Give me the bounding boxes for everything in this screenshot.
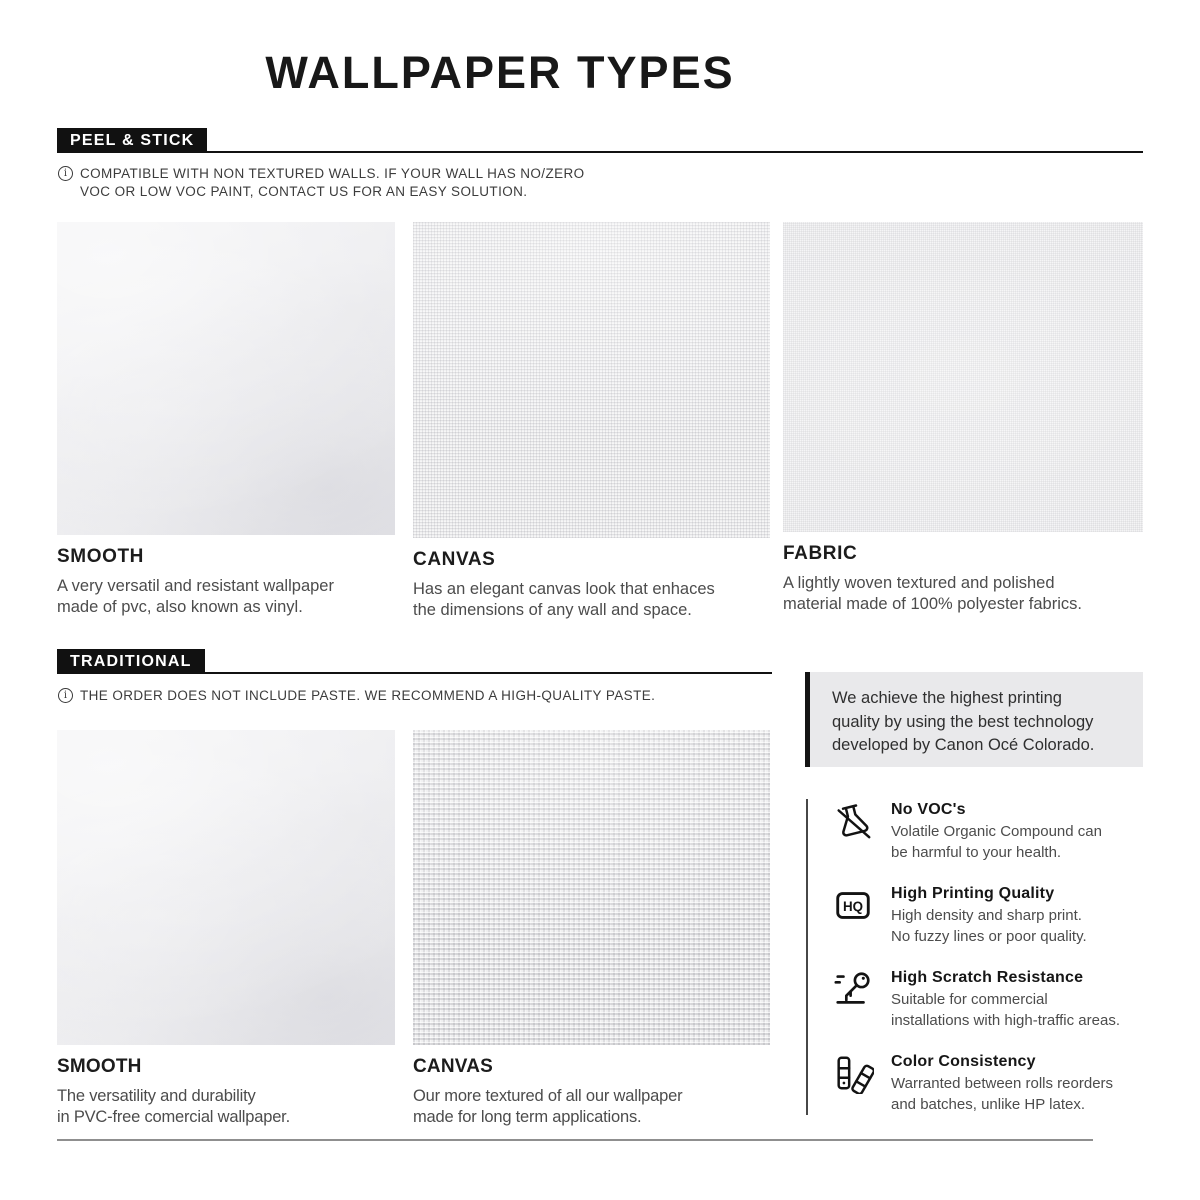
- traditional-label: TRADITIONAL: [57, 649, 205, 674]
- desc-line: High density and sharp print.: [891, 907, 1082, 924]
- desc-line: A lightly woven textured and polished: [783, 574, 1055, 592]
- feature-high-printing-quality: [832, 884, 1143, 947]
- swatch-description: [783, 573, 1143, 614]
- smooth-texture-image: [57, 222, 395, 535]
- swatch-description: [413, 1086, 770, 1127]
- quote-line: developed by Canon Océ Colorado.: [832, 736, 1095, 754]
- info-icon: i: [58, 688, 73, 703]
- swatch-description: [57, 1086, 395, 1127]
- swatch-card-peel-smooth: [57, 222, 395, 617]
- swatch-name: SMOOTH: [57, 546, 144, 567]
- swatch-name: SMOOTH: [57, 1056, 142, 1077]
- swatch-card-traditional-canvas: [413, 730, 770, 1127]
- note-line: THE ORDER DOES NOT INCLUDE PASTE. WE RECOMMEND A HIGH-QUALITY PASTE.: [80, 688, 656, 703]
- desc-line: material made of 100% polyester fabrics.: [783, 594, 1082, 613]
- desc-line: Warranted between rolls reorders: [891, 1075, 1114, 1092]
- peel-note: [58, 165, 585, 200]
- section-header-traditional: [57, 649, 772, 674]
- svg-text:HQ: HQ: [842, 899, 864, 915]
- desc-line: The versatility and durability: [57, 1087, 256, 1105]
- section-rule: [205, 672, 772, 674]
- swatch-card-traditional-smooth: [57, 730, 395, 1127]
- traditional-note-text: [80, 687, 655, 705]
- swatch-description: [57, 576, 395, 617]
- key-scratch-icon: [832, 968, 874, 1010]
- swatch-name: CANVAS: [413, 1056, 494, 1077]
- page-title: WALLPAPER TYPES: [265, 47, 735, 98]
- quote-line: We achieve the highest printing: [832, 689, 1062, 707]
- feature-description: [891, 1074, 1113, 1115]
- feature-description: [891, 822, 1102, 863]
- desc-line: No fuzzy lines or poor quality.: [891, 927, 1087, 945]
- desc-line: A very versatil and resistant wallpaper: [57, 577, 334, 595]
- section-header-peel-and-stick: [57, 128, 1143, 153]
- desc-line: in PVC-free comercial wallpaper.: [57, 1107, 290, 1126]
- bottom-divider: [57, 1139, 1093, 1141]
- feature-title: No VOC's: [891, 801, 966, 818]
- desc-line: Suitable for commercial: [891, 991, 1048, 1008]
- quote-line: quality by using the best technology: [832, 712, 1094, 731]
- feature-description: [891, 990, 1120, 1031]
- color-swatches-icon: [832, 1052, 874, 1094]
- feature-color-consistency: [832, 1052, 1143, 1115]
- section-rule: [207, 151, 1143, 153]
- feature-no-vocs: [832, 800, 1143, 863]
- canvas-texture-image: [413, 730, 770, 1045]
- feature-title: High Printing Quality: [891, 885, 1055, 902]
- printing-quality-callout: [805, 672, 1143, 767]
- feature-description: [891, 906, 1087, 947]
- desc-line: be harmful to your health.: [891, 843, 1062, 861]
- hq-badge-icon: [832, 884, 874, 926]
- traditional-note: [58, 687, 655, 705]
- swatch-name: FABRIC: [783, 543, 858, 564]
- desc-line: installations with high-traffic areas.: [891, 1011, 1120, 1029]
- swatch-card-peel-fabric: [783, 222, 1143, 614]
- canvas-texture-image: [413, 222, 770, 538]
- desc-line: Our more textured of all our wallpaper: [413, 1087, 683, 1105]
- fabric-texture-image: [783, 222, 1143, 532]
- desc-line: Volatile Organic Compound can: [891, 823, 1102, 840]
- feature-text: [891, 800, 1102, 863]
- desc-line: the dimensions of any wall and space.: [413, 600, 692, 619]
- peel-and-stick-label: PEEL & STICK: [57, 128, 207, 153]
- swatch-description: [413, 579, 770, 620]
- swatch-card-peel-canvas: [413, 222, 770, 620]
- note-line: VOC OR LOW VOC PAINT, CONTACT US FOR AN EASY SOLUTION.: [80, 183, 528, 199]
- feature-list: [806, 799, 1143, 1115]
- desc-line: made for long term applications.: [413, 1107, 642, 1126]
- desc-line: Has an elegant canvas look that enhaces: [413, 580, 715, 598]
- info-icon: i: [58, 166, 73, 181]
- desc-line: and batches, unlike HP latex.: [891, 1095, 1086, 1113]
- feature-text: [891, 1052, 1113, 1115]
- smooth-texture-image: [57, 730, 395, 1045]
- feature-title: High Scratch Resistance: [891, 969, 1084, 986]
- feature-text: [891, 968, 1120, 1031]
- desc-line: made of pvc, also known as vinyl.: [57, 597, 303, 616]
- peel-note-text: [80, 165, 585, 200]
- swatch-name: CANVAS: [413, 549, 496, 570]
- feature-high-scratch-resistance: [832, 968, 1143, 1031]
- note-line: COMPATIBLE WITH NON TEXTURED WALLS. IF YOUR WALL HAS NO/ZERO: [80, 166, 585, 181]
- feature-title: Color Consistency: [891, 1053, 1036, 1070]
- feature-text: [891, 884, 1087, 947]
- no-voc-flask-icon: [832, 800, 874, 842]
